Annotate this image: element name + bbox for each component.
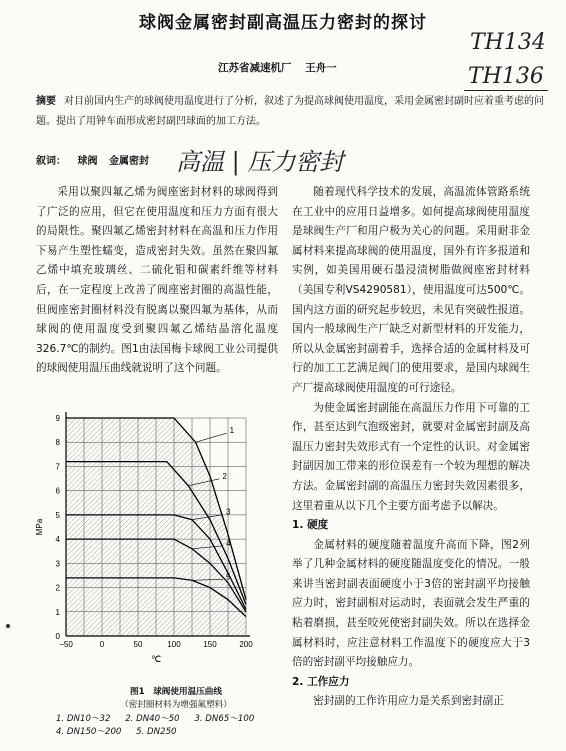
- hatch-region: [26, 418, 256, 636]
- keyword: 金属密封: [108, 156, 149, 167]
- x-tick-label: 100: [167, 640, 181, 649]
- temp-pressure-chart: [26, 406, 256, 676]
- caption-item: 3. DN65～100: [194, 714, 255, 724]
- y-tick-label: 1: [55, 607, 60, 617]
- hatch-line: [36, 418, 256, 636]
- handwritten-keywords: 高温 | 压力密封: [176, 148, 344, 176]
- keyword: 球阀: [77, 156, 98, 167]
- leader-line: [196, 433, 227, 442]
- paper-title: 球阀金属密封副高温压力密封的探讨: [139, 13, 427, 33]
- y-axis-label: MPa: [35, 518, 44, 536]
- x-tick-label: 200: [239, 640, 253, 649]
- author-name: 王舟一: [305, 62, 337, 74]
- abstract-text: 对目前国内生产的球阀使用温度进行了分析，叙述了为提高球阀使用温度，采用金属密封副时应着重考虑的问题。提出了用钟车面形成密封副凹球面的加工方法。: [36, 96, 544, 127]
- hatch-line: [26, 418, 31, 636]
- hatch-lines: [26, 418, 256, 636]
- left-paragraph: 采用以聚四氟乙烯为阀座密封材料的球阀得到了广泛的应用，但它在使用温度和压力方面有很大的局限性。聚四氟乙烯密封材料在高温和压力作用下易产生塑性蠕变，造成密封失效。虽然在聚四氟乙烯中填充玻璃丝、二硫化钼和碳素纤维等材料后，在一定程度上改善了阀座密封圈的高温性能，但阀座密封圈材料没有脱离以聚四氟为基体，从而球阀的使用温度受到聚四氟乙烯结晶溶化温度326.7℃的制约。图1由法国梅卡球阀工业公司提供的球阀使用温压曲线就说明了这个问题。: [36, 186, 278, 375]
- hatch-line: [26, 418, 191, 636]
- caption-item: 1. DN10～32: [56, 714, 111, 724]
- series-label: 5: [226, 572, 231, 582]
- section-2-title: 2. 工作应力: [292, 675, 350, 688]
- hatch-line: [121, 418, 256, 636]
- hatch-line: [26, 418, 241, 636]
- series-label: 1: [229, 426, 235, 436]
- section-1-text: 金属材料的硬度随着温度升高而下降，图2列举了几种金属材料的硬度随温度变化的情况。一般来讲当密封副表面硬度小于3倍的密封副平均接触应力时，密封副相对运动时，表面就会发生严重的粘着磨损，甚至咬死使密封副失效。所以在选择金属材料时，应注意材料工作温度下的硬度应大于3倍的密封副平均接触应力。: [292, 538, 530, 669]
- abstract-label: 摘要: [36, 96, 56, 107]
- handwritten-code-2: TH136: [468, 64, 544, 89]
- series-label: 3: [226, 507, 231, 517]
- hatch-line: [246, 418, 256, 636]
- x-tick-label: 50: [133, 640, 143, 649]
- y-tick-label: 7: [55, 462, 60, 472]
- leader-line: [188, 479, 219, 486]
- series-label: 2: [222, 471, 227, 481]
- hatch-line: [211, 418, 256, 636]
- x-tick-label: −50: [59, 640, 73, 649]
- hatch-line: [26, 418, 151, 636]
- caption-item: 4. DN150～200: [56, 727, 122, 737]
- hatch-line: [201, 418, 256, 636]
- y-tick-label: 0: [55, 632, 60, 641]
- caption-item: 5. DN250: [136, 727, 177, 737]
- right-paragraph-1: 随着现代科学技术的发展，高温流体管路系统在工业中的应用日益增多。如何提高球阀使用温度是球阀生产厂和用户极为关心的问题。采用耐非金属材料来提高球阀的使用温度，国外有许多报道和实例，如美国用硬石墨浸渍树脂做阀座密封材料（美国专利VS4290581），使用温度可达500℃。国内这方面的研究起步较迟，未见有突破性报道。国内一般球阀生产厂缺乏对新型材料的开发能力，所以从金属密封副着手，选择合适的金属材料及可行的加工工艺满足阀门的使用要求，是国内球阀生产厂提高球阀使用温度的可行途径。: [292, 186, 530, 394]
- hatch-line: [26, 418, 211, 636]
- keywords-label: 叙词：: [36, 156, 66, 167]
- figure-caption: [56, 686, 296, 739]
- caption-item: 2. DN40～50: [125, 714, 180, 724]
- hatch-line: [26, 418, 71, 636]
- y-tick-label: 2: [55, 583, 60, 593]
- abstract: [36, 92, 552, 132]
- hatch-line: [26, 418, 201, 636]
- hatch-line: [26, 418, 161, 636]
- hatch-line: [251, 418, 256, 636]
- hatch-line: [131, 418, 256, 636]
- y-tick-label: 9: [55, 414, 60, 423]
- x-tick-label: 0: [99, 640, 105, 649]
- section-1-title: 1. 硬度: [292, 519, 329, 532]
- caption-items: [56, 713, 296, 739]
- right-paragraph-2: 为使金属密封副能在高温压力作用下可靠的工作，甚至达到气泡级密封，就要对金属密封副及高温压力密封失效形式有一个定性的认识。对金属密封副因加工带来的形位误差有一个较为理想的解决方法。金属密封副的高温压力密封失效因素很多，这里着重从以下几个主要方面考虑予以解决。: [292, 401, 530, 512]
- x-axis-label: ℃: [150, 654, 162, 664]
- hatch-line: [81, 418, 256, 636]
- left-column: [36, 183, 278, 379]
- hatch-line: [41, 418, 256, 636]
- author-line: [218, 60, 347, 75]
- hatch-line: [26, 418, 181, 636]
- hatch-line: [26, 418, 171, 636]
- hatch-line: [161, 418, 256, 636]
- series-label: 4: [226, 538, 231, 548]
- section-2-text: 密封副的工作许用应力是关系到密封副正: [313, 695, 504, 708]
- hatch-line: [26, 418, 76, 636]
- author-unit: 江苏省减速机厂: [218, 62, 292, 74]
- right-column: [292, 183, 530, 712]
- caption-subtitle: （密封圈材料为增强氟塑料）: [120, 700, 232, 710]
- y-tick-label: 6: [55, 486, 60, 496]
- hatch-line: [31, 418, 251, 636]
- y-tick-label: 8: [55, 438, 60, 448]
- margin-dot: [6, 624, 10, 628]
- hatch-line: [216, 418, 256, 636]
- handwritten-code-1: TH134: [470, 30, 546, 55]
- hatch-line: [26, 418, 66, 636]
- y-tick-label: 4: [55, 535, 60, 545]
- keywords: [36, 152, 157, 167]
- x-tick-label: 150: [203, 640, 217, 649]
- hatch-line: [111, 418, 256, 636]
- hatch-line: [26, 418, 231, 636]
- y-tick-label: 5: [55, 510, 60, 520]
- caption-title: 图1 球阀使用温压曲线: [130, 687, 222, 697]
- y-tick-label: 3: [55, 559, 60, 569]
- hatch-line: [61, 418, 256, 636]
